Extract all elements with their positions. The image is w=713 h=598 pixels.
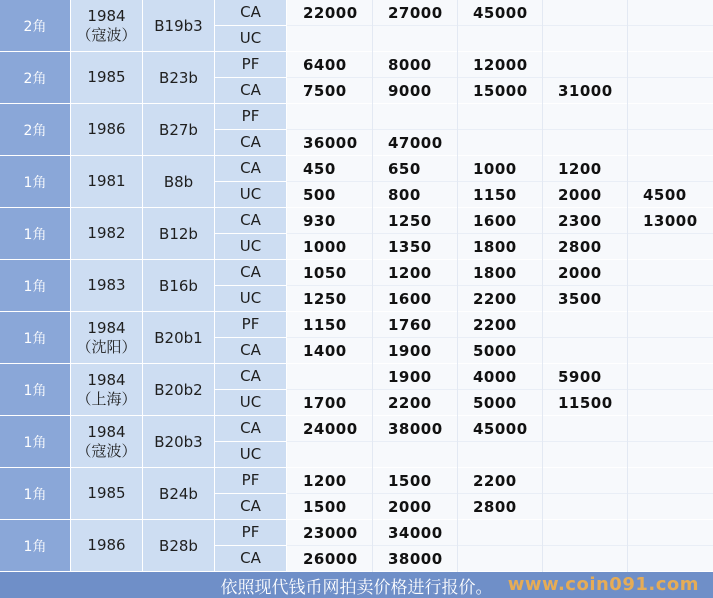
column-divider (627, 0, 628, 572)
price-value: 2200 (473, 316, 517, 334)
price-value: 23000 (303, 524, 358, 542)
denomination-cell: 1角 (0, 312, 71, 363)
price-cell (287, 52, 713, 103)
price-value: 650 (388, 160, 421, 178)
table-row (0, 104, 713, 156)
price-value: 1000 (473, 160, 517, 178)
price-cell (287, 520, 713, 571)
denomination-cell: 2角 (0, 52, 71, 103)
price-cell (287, 468, 713, 519)
price-value: 1900 (388, 341, 432, 360)
price-value: 45000 (473, 4, 528, 22)
grade-cell (215, 364, 287, 415)
price-line (287, 520, 713, 546)
price-cell (287, 312, 713, 363)
price-line (287, 364, 713, 390)
grade-label: CA (215, 0, 286, 26)
price-value: 1350 (388, 237, 432, 256)
denomination-cell: 1角 (0, 364, 71, 415)
price-value: 38000 (388, 420, 443, 438)
year-text: 1984 (87, 6, 126, 25)
grade-cell (215, 312, 287, 363)
price-value: 2200 (473, 472, 517, 490)
mint-text: （沈阳） (76, 337, 137, 356)
grade-label: CA (215, 260, 286, 286)
price-value: 1000 (303, 237, 347, 256)
catalog-code-cell: B8b (143, 156, 215, 207)
price-value: 3500 (558, 289, 602, 308)
table-row (0, 312, 713, 364)
price-value: 1050 (303, 264, 347, 282)
grade-cell (215, 52, 287, 103)
grade-cell (215, 104, 287, 155)
grade-cell (215, 156, 287, 207)
mint-text: （寇波） (76, 441, 137, 460)
price-value: 2200 (473, 289, 517, 308)
price-value: 2000 (558, 185, 602, 204)
price-value: 1200 (388, 264, 432, 282)
price-value: 1250 (303, 289, 347, 308)
price-value: 1150 (473, 185, 517, 204)
catalog-code-cell: B20b2 (143, 364, 215, 415)
grade-label: PF (215, 520, 286, 546)
price-value: 1800 (473, 237, 517, 256)
year-text: 1986 (87, 120, 126, 138)
table-row (0, 260, 713, 312)
price-line (287, 104, 713, 130)
grade-label: CA (240, 341, 261, 360)
price-line (287, 156, 713, 182)
table-row (0, 520, 713, 572)
price-value: 1200 (558, 160, 602, 178)
year-cell (71, 468, 143, 519)
table-row (0, 208, 713, 260)
catalog-code-cell: B23b (143, 52, 215, 103)
denomination-cell: 1角 (0, 260, 71, 311)
column-divider (372, 0, 373, 572)
grade-cell (215, 468, 287, 519)
price-value: 4500 (643, 185, 687, 204)
year-text: 1981 (87, 172, 126, 190)
year-text: 1984 (87, 422, 126, 441)
price-value: 27000 (388, 4, 443, 22)
price-value: 34000 (388, 524, 443, 542)
grade-label: CA (240, 497, 261, 516)
price-line (287, 416, 713, 442)
price-line (287, 208, 713, 234)
price-cell (287, 104, 713, 155)
price-value: 6400 (303, 56, 347, 74)
column-divider (542, 0, 543, 572)
price-value: 8000 (388, 56, 432, 74)
price-value: 12000 (473, 56, 528, 74)
denomination-cell: 2角 (0, 104, 71, 155)
price-cell (287, 260, 713, 311)
grade-label: CA (240, 133, 261, 152)
year-text: 1982 (87, 224, 126, 242)
price-value: 1400 (303, 341, 347, 360)
price-value: 22000 (303, 4, 358, 22)
price-line (287, 78, 713, 103)
price-value: 2800 (558, 237, 602, 256)
price-value: 5000 (473, 393, 517, 412)
year-text: 1984 (87, 370, 126, 389)
table-row (0, 156, 713, 208)
price-line (287, 52, 713, 78)
grade-label: UC (239, 29, 262, 48)
table-row (0, 468, 713, 520)
grade-label: UC (239, 393, 262, 412)
mint-text: （上海） (76, 389, 137, 408)
denomination-cell: 1角 (0, 156, 71, 207)
year-text: 1985 (87, 68, 126, 86)
site-watermark: www.coin091.com (507, 574, 699, 595)
year-text: 1983 (87, 276, 126, 294)
grade-label: UC (239, 185, 262, 204)
price-value: 7500 (303, 81, 347, 100)
grade-label: CA (215, 208, 286, 234)
year-cell (71, 0, 143, 51)
year-text: 1984 (87, 318, 126, 337)
denomination-cell: 1角 (0, 468, 71, 519)
year-cell (71, 364, 143, 415)
price-value: 24000 (303, 420, 358, 438)
price-value: 1500 (303, 497, 347, 516)
price-value: 930 (303, 212, 336, 230)
price-value: 450 (303, 160, 336, 178)
grade-label: CA (215, 156, 286, 182)
denomination-cell: 1角 (0, 416, 71, 467)
grade-cell (215, 0, 287, 51)
grade-label: CA (240, 549, 261, 568)
grade-label: CA (240, 81, 261, 100)
price-value: 1800 (473, 264, 517, 282)
price-value: 38000 (388, 549, 443, 568)
price-value: 2000 (558, 264, 602, 282)
price-value: 15000 (473, 81, 528, 100)
price-value: 1250 (388, 212, 432, 230)
year-text: 1985 (87, 484, 126, 502)
price-value: 9000 (388, 81, 432, 100)
price-value: 13000 (643, 212, 698, 230)
table-row (0, 416, 713, 468)
grade-label: UC (239, 237, 262, 256)
price-value: 800 (388, 185, 421, 204)
price-line (287, 442, 713, 467)
year-cell (71, 156, 143, 207)
price-value: 11500 (558, 393, 613, 412)
grade-label: PF (215, 468, 286, 494)
price-value: 500 (303, 185, 336, 204)
price-value: 2000 (388, 497, 432, 516)
table-row (0, 52, 713, 104)
year-cell (71, 104, 143, 155)
price-value: 1500 (388, 472, 432, 490)
grade-label: PF (215, 312, 286, 338)
grade-cell (215, 260, 287, 311)
catalog-code-cell: B12b (143, 208, 215, 259)
year-cell (71, 260, 143, 311)
price-cell (287, 208, 713, 259)
price-line (287, 286, 713, 311)
price-line (287, 494, 713, 519)
year-text: 1986 (87, 536, 126, 554)
denomination-cell: 1角 (0, 208, 71, 259)
year-cell (71, 312, 143, 363)
price-value: 36000 (303, 133, 358, 152)
grade-label: PF (215, 104, 286, 130)
year-cell (71, 208, 143, 259)
price-value: 2300 (558, 212, 602, 230)
price-value: 2200 (388, 393, 432, 412)
catalog-code-cell: B16b (143, 260, 215, 311)
price-value: 31000 (558, 81, 613, 100)
price-value: 47000 (388, 133, 443, 152)
grade-cell (215, 208, 287, 259)
year-cell (71, 52, 143, 103)
price-value: 26000 (303, 549, 358, 568)
price-value: 5000 (473, 341, 517, 360)
price-line (287, 182, 713, 207)
price-value: 1200 (303, 472, 347, 490)
mint-text: （寇波） (76, 25, 137, 44)
table-row (0, 364, 713, 416)
grade-cell (215, 416, 287, 467)
footer-note-text: 依照现代钱币网拍卖价格进行报价。 (220, 577, 493, 598)
price-line (287, 260, 713, 286)
price-value: 1760 (388, 316, 432, 334)
price-line (287, 390, 713, 415)
catalog-code-cell: B20b3 (143, 416, 215, 467)
price-value: 2800 (473, 497, 517, 516)
price-cell (287, 0, 713, 51)
price-line (287, 546, 713, 571)
price-cell (287, 156, 713, 207)
grade-label: PF (215, 52, 286, 78)
grade-cell (215, 520, 287, 571)
catalog-code-cell: B20b1 (143, 312, 215, 363)
price-cell (287, 364, 713, 415)
price-line (287, 338, 713, 363)
price-value: 4000 (473, 368, 517, 386)
grade-label: UC (239, 445, 262, 464)
catalog-code-cell: B19b3 (143, 0, 215, 51)
denomination-cell: 1角 (0, 520, 71, 571)
catalog-code-cell: B28b (143, 520, 215, 571)
price-line (287, 234, 713, 259)
year-cell (71, 416, 143, 467)
denomination-cell: 2角 (0, 0, 71, 51)
grade-label: UC (239, 289, 262, 308)
table-row (0, 0, 713, 52)
grade-label: CA (215, 364, 286, 390)
price-line (287, 130, 713, 155)
price-line (287, 26, 713, 51)
price-line (287, 468, 713, 494)
price-value: 1700 (303, 393, 347, 412)
price-cell (287, 416, 713, 467)
price-value: 45000 (473, 420, 528, 438)
catalog-code-cell: B24b (143, 468, 215, 519)
price-value: 1600 (388, 289, 432, 308)
price-value: 1900 (388, 368, 432, 386)
grade-label: CA (215, 416, 286, 442)
column-divider (457, 0, 458, 572)
price-value: 1150 (303, 316, 347, 334)
price-line (287, 312, 713, 338)
price-value: 1600 (473, 212, 517, 230)
price-line (287, 0, 713, 26)
catalog-code-cell: B27b (143, 104, 215, 155)
year-cell (71, 520, 143, 571)
price-value: 5900 (558, 368, 602, 386)
